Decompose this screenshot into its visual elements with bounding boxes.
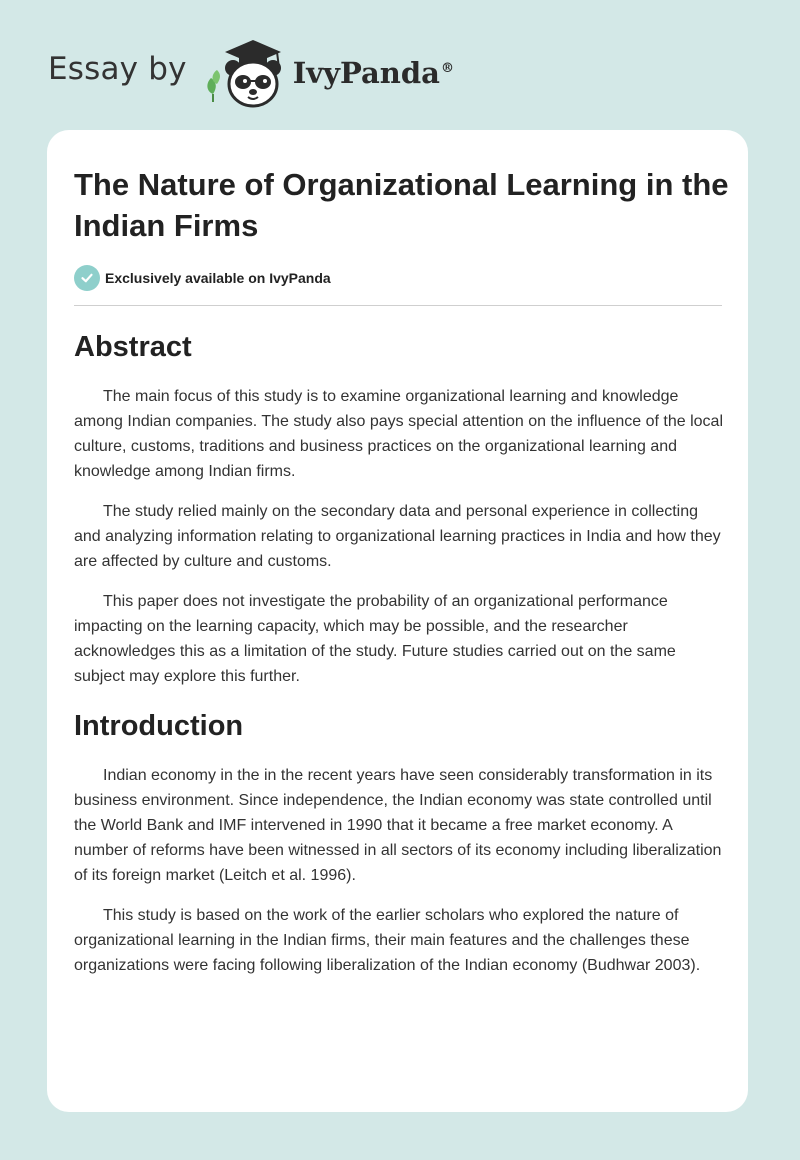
paragraph: The study relied mainly on the secondary data and personal experience in collecting and analyzing information relating to organizational learning practices in India and how they are affected by culture and customs. — [74, 503, 721, 570]
exclusive-label: Exclusively available on IvyPanda — [105, 270, 331, 286]
panda-logo-icon[interactable] — [203, 34, 289, 110]
abstract-section — [74, 330, 722, 689]
paragraph: This study is based on the work of the earlier scholars who explored the nature of organizational learning in the Indian firms, their main features and the challenges these organizations were facing following liberalization of the Indian economy (Budhwar 2003). — [74, 907, 701, 974]
brand-name[interactable]: IvyPanda® — [292, 56, 454, 90]
section-heading: Abstract — [74, 331, 192, 363]
divider — [74, 305, 722, 306]
paragraph: The main focus of this study is to examine organizational learning and knowledge among Indian companies. The study also pays special attention on the influence of the local culture, customs, traditions and business practices on the organizational learning and knowledge among Indian firms. — [74, 388, 724, 480]
paragraph: Indian economy in the in the recent years have seen considerably transformation in its business environment. Since independence, the Indian economy was state controlled until the World Bank and IMF intervened in 1990 that it became a free market economy. A number of reforms have been witnessed in all sectors of its economy including liberalization of its foreign market (Leitch et al. 1996). — [74, 767, 722, 884]
essay-by-label: Essay by — [48, 51, 187, 87]
site-header — [48, 34, 548, 110]
introduction-section — [74, 709, 722, 978]
check-icon — [74, 265, 100, 291]
section-heading: Introduction — [74, 710, 244, 742]
paragraph: This paper does not investigate the probability of an organizational performance impacting on the learning capacity, which may be possible, and the researcher acknowledges this as a limitation of the study. Future studies carried out on the same subject may explore this further. — [74, 593, 676, 685]
article-card — [47, 130, 748, 1112]
exclusive-badge — [74, 264, 722, 292]
page-title: The Nature of Organizational Learning in the Indian Firms — [74, 167, 729, 243]
